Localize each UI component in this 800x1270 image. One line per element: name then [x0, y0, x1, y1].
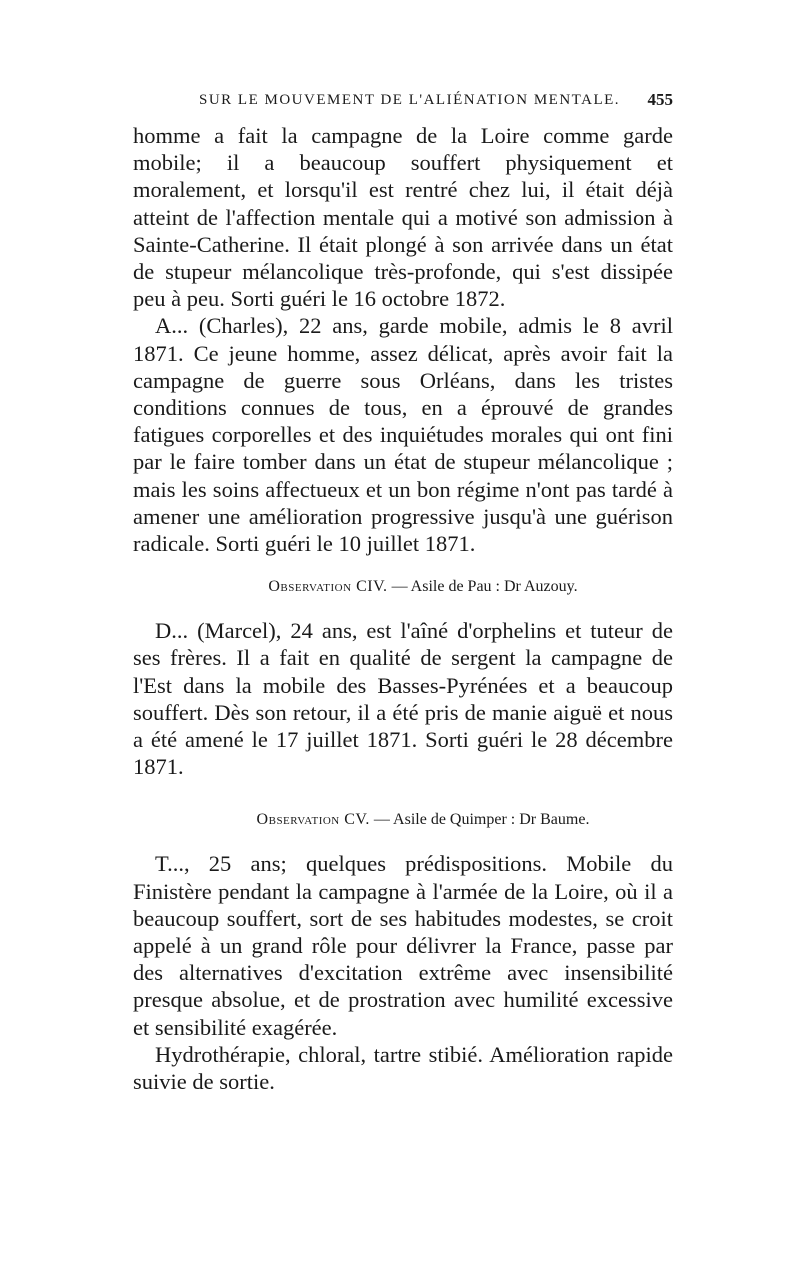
observation-source: — Asile de Pau : Dr Auzouy. [391, 578, 578, 596]
running-head-title: SUR LE MOUVEMENT DE L'ALIÉNATION MENTALE. [199, 92, 621, 108]
paragraph-treatment: Hydrothérapie, chloral, tartre stibié. Amélioration rapide suivie de sortie. [133, 1041, 673, 1095]
paragraph-case-marcel: D... (Marcel), 24 ans, est l'aîné d'orphelins et tuteur de ses frères. Il a fait en qualité de sergent la campagne de l'Est dans la mobile des Basses-Pyrénées et a beaucoup souffert. Dès son retour, il a été pris de manie aiguë et nous a été amené le 17 juillet 1871. Sorti guéri le 28 décembre 1871. [133, 618, 673, 780]
running-head [133, 92, 673, 122]
observation-heading-civ [133, 577, 673, 597]
paragraph-case-charles: A... (Charles), 22 ans, garde mobile, admis le 8 avril 1871. Ce jeune homme, assez délicat, après avoir fait la campagne de guerre sous Orléans, dans les tristes conditions connues de tous, en a éprouvé de grandes fatigues corporelles et des inquiétudes morales qui ont fini par le faire tomber dans un état de stupeur mélancolique ; mais les soins affectueux et un bon régime n'ont pas tardé à amener une amélioration progressive jusqu'à une guérison radicale. Sorti guéri le 10 juillet 1871. [133, 313, 673, 557]
observation-label: Observation CV. [256, 811, 370, 829]
observation-heading-cv [133, 810, 673, 830]
page-number: 455 [647, 90, 673, 109]
paragraph-continuation: homme a fait la campagne de la Loire comme garde mobile; il a beaucoup souffert physiquement et moralement, et lorsqu'il est rentré chez lui, il était déjà atteint de l'affection mentale qui a motivé son admission à Sainte-Catherine. Il était plongé à son arrivée dans un état de stupeur mélancolique très-profonde, qui s'est dissipée peu à peu. Sorti guéri le 16 octobre 1872. [133, 123, 673, 312]
observation-label: Observation CIV. [268, 578, 388, 596]
paragraph-case-t: T..., 25 ans; quelques prédispositions. Mobile du Finistère pendant la campagne à l'armée de la Loire, où il a beaucoup souffert, sort de ses habitudes modestes, se croit appelé à un grand rôle pour délivrer la France, passe par des alternatives d'excitation extrême avec insensibilité presque absolue, et de prostration avec humilité excessive et sensibilité exagérée. [133, 851, 673, 1040]
book-page [133, 92, 673, 1095]
observation-source: — Asile de Quimper : Dr Baume. [373, 811, 590, 829]
